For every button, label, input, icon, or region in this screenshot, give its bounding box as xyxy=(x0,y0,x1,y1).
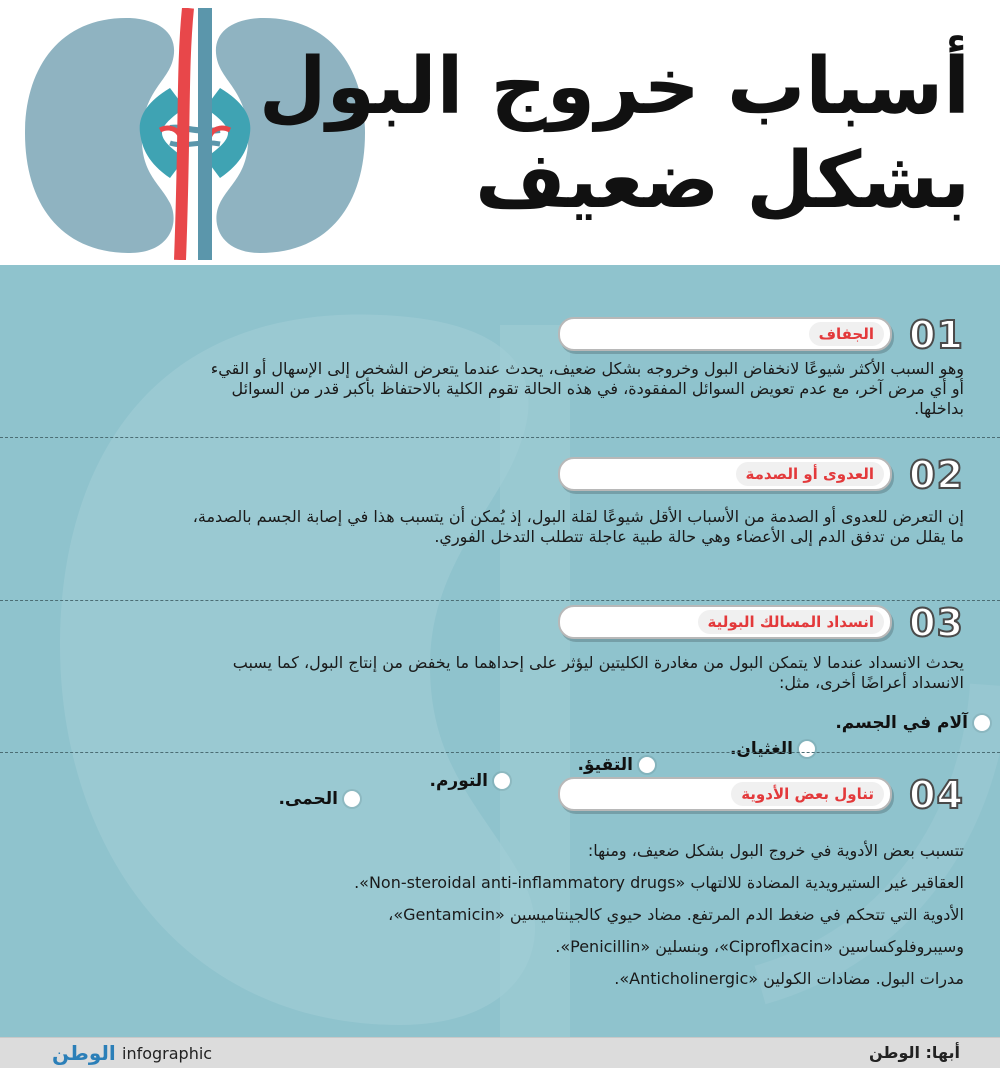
body-line: بداخلها. xyxy=(914,399,964,418)
divider xyxy=(0,437,1000,438)
footer-credit: أبها: الوطن xyxy=(868,1043,960,1062)
bullet-dot xyxy=(799,741,815,757)
section-body xyxy=(34,359,964,419)
section-header xyxy=(544,313,964,357)
section-header xyxy=(544,601,964,645)
section-body xyxy=(34,653,964,693)
section-heading: العدوى أو الصدمة xyxy=(736,462,885,486)
body-line: الانسداد أعراضًا أخرى، مثل: xyxy=(778,673,964,692)
title-line-1: أسباب خروج البول xyxy=(258,42,970,132)
list-item xyxy=(730,739,815,759)
bullet-label: آلام في الجسم. xyxy=(835,713,968,733)
section-header xyxy=(544,773,964,817)
body-line: يحدث الانسداد عندما لا يتمكن البول من مغادرة الكليتين ليؤثر على إحداهما ما يخفض من إنتاج البول، كما يسبب xyxy=(232,653,964,672)
body-line: العقاقير غير الستيرويدية المضادة للالتهاب «Non-steroidal anti-inflammatory drugs». xyxy=(354,873,964,892)
section-body xyxy=(34,835,964,995)
body-line: تتسبب بعض الأدوية في خروج البول بشكل ضعيف، ومنها: xyxy=(587,841,964,860)
page-title xyxy=(259,40,970,228)
section-dehydration xyxy=(34,313,964,427)
body-line: إن التعرض للعدوى أو الصدمة من الأسباب الأقل شيوعًا لقلة البول، إذ يُمكن أن يتسبب هذا في إصابة الجسم بالصدمة، xyxy=(192,507,964,526)
section-infection-shock xyxy=(34,453,964,557)
body-line: أو أي مرض آخر، مع عدم تعويض السوائل المفقودة، في هذه الحالة تقوم الكلية بالاحتفاظ بأكبر قدر من السوائل xyxy=(231,379,964,398)
bullet-dot xyxy=(639,757,655,773)
bullet-label: الحمى. xyxy=(278,789,338,809)
bullet-label: الغثيان. xyxy=(729,739,793,759)
body-line: وهو السبب الأكثر شيوعًا لانخفاض البول وخروجه بشكل ضعيف، يحدث عندما يتعرض الشخص إلى الإسهال أو القيء xyxy=(210,359,964,378)
section-heading-pill xyxy=(558,605,892,639)
footer-tag: infographic xyxy=(122,1044,213,1063)
section-header xyxy=(544,453,964,497)
body-line: وسيبروفلوكساسين «Ciproflxacin»، وبنسلين «Penicillin». xyxy=(555,937,964,956)
header xyxy=(0,0,1000,265)
list-item xyxy=(578,755,655,775)
section-heading: انسداد المسالك البولية xyxy=(698,610,884,634)
section-body xyxy=(34,507,964,547)
newspaper-logo: الوطن xyxy=(52,1041,116,1065)
section-number: 02 xyxy=(909,453,964,497)
divider xyxy=(0,752,1000,753)
footer xyxy=(0,1037,1000,1068)
content-panel xyxy=(0,265,1000,1037)
section-heading: الجفاف xyxy=(809,322,884,346)
section-number: 04 xyxy=(909,773,964,817)
bullet-label: التقيؤ. xyxy=(577,755,633,775)
body-line: الأدوية التي تتحكم في ضغط الدم المرتفع. مضاد حيوي كالجينتاميسين «Gentamicin»، xyxy=(388,905,964,924)
bullet-label: التورم. xyxy=(429,771,488,791)
section-medications xyxy=(34,773,964,1027)
title-line-2: بشكل ضعيف xyxy=(475,136,970,226)
section-heading-pill xyxy=(558,457,892,491)
section-heading-pill xyxy=(558,777,892,811)
section-heading-pill xyxy=(558,317,892,351)
section-heading: تناول بعض الأدوية xyxy=(731,782,884,806)
body-line: مدرات البول. مضادات الكولين «Anticholinergic». xyxy=(614,969,964,988)
section-urinary-obstruction xyxy=(34,601,964,725)
section-number: 03 xyxy=(909,601,964,645)
section-number: 01 xyxy=(909,313,964,357)
divider xyxy=(0,600,1000,601)
bullet-dot xyxy=(974,715,990,731)
list-item xyxy=(835,713,990,733)
body-line: ما يقلل من تدفق الدم إلى الأعضاء وهي حالة طبية عاجلة تتطلب التدخل الفوري. xyxy=(434,527,964,546)
